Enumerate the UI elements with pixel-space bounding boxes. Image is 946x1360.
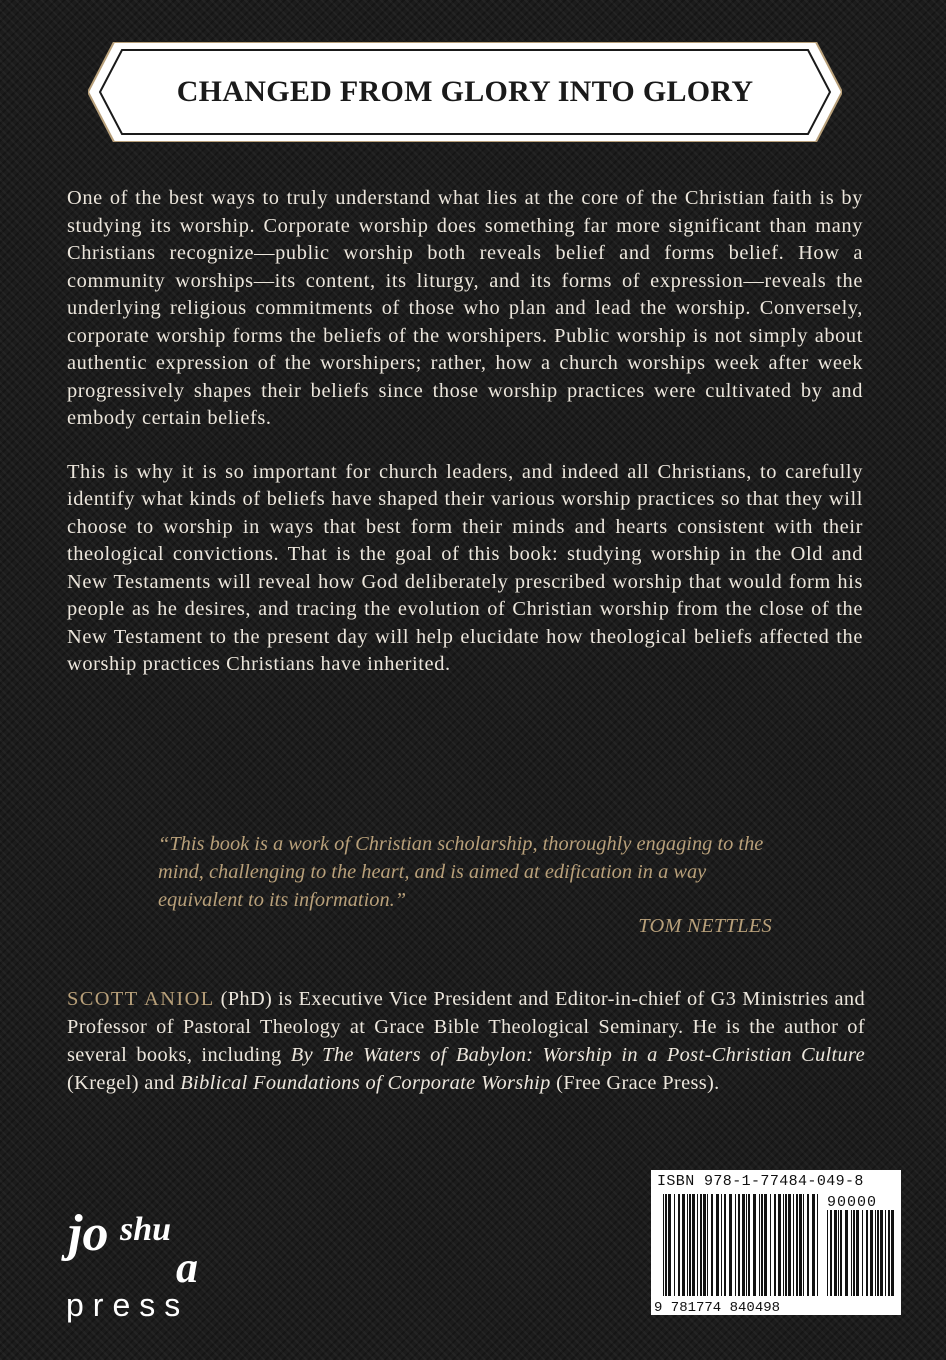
barcode-bar [851, 1210, 852, 1296]
logo-text-a: a [176, 1243, 198, 1292]
barcode-bar [738, 1194, 740, 1296]
barcode-bar [875, 1210, 876, 1296]
barcode-bar [774, 1194, 776, 1296]
barcode-bar [703, 1194, 706, 1296]
logo-text-shu: shu [120, 1211, 172, 1248]
title-banner [88, 42, 842, 142]
barcode-bar [796, 1194, 798, 1296]
barcode-bar [817, 1194, 818, 1296]
logo-mark [58, 1198, 228, 1328]
book-title: CHANGED FROM GLORY INTO GLORY [176, 75, 754, 108]
barcode-bar [689, 1194, 691, 1296]
barcode-bar [845, 1210, 848, 1296]
barcode-bar [759, 1194, 760, 1296]
barcode-bar [888, 1210, 890, 1296]
barcode-bar [700, 1194, 702, 1296]
barcode-bar [682, 1194, 685, 1296]
price-code: 90000 [827, 1194, 878, 1211]
barcode-bar [746, 1194, 747, 1296]
barcode-bar [807, 1194, 809, 1296]
barcode-bar [877, 1210, 879, 1296]
barcode-bar [827, 1210, 828, 1296]
bio-book-title-1: By The Waters of Babylon: Worship in a Post-Christian Culture [290, 1044, 865, 1066]
endorsement-quote: “This book is a work of Christian scholarship, thoroughly engaging to the mind, challenging to the heart, and is aimed at edification in a way equivalent to its information.” [158, 833, 764, 911]
barcode-bar [866, 1210, 868, 1296]
barcode-bar [665, 1194, 667, 1296]
logo-text-jo: jo [68, 1205, 109, 1262]
bio-text-1: (PhD) is Executive Vice President and Editor-in-chief of G3 Ministries and Professor of Pastoral Theology at Grace Bible Theological Seminary. He is the author of several books, including [67, 988, 865, 1066]
barcode-bar [870, 1210, 873, 1296]
barcode-bar [711, 1194, 713, 1296]
bio-text-3: (Free Grace Press). [550, 1072, 720, 1094]
author-bio [67, 985, 865, 1097]
barcode-graphic [651, 1170, 901, 1315]
barcode-bar [788, 1194, 791, 1296]
barcode-bar [803, 1194, 804, 1296]
description-paragraph-2: This is why it is so important for church leaders, and indeed all Christians, to carefully identify what kinds of beliefs have shaped their various worship practices so that they will choose to worship in ways that best form their minds and hearts consistent with their theological convictions. That is the goal of this book: studying worship in the Old and New Testaments will reveal how God deliberately prescribed worship that would form his people as he desires, and tracing the evolution of Christian worship from the close of the New Testament to the present day will help elucidate how theological beliefs affected the worship practices Christians have inherited. [67, 460, 863, 675]
barcode-bar [687, 1194, 688, 1296]
isbn-label: ISBN 978-1-77484-049-8 [657, 1173, 864, 1190]
barcode-bar [880, 1210, 883, 1296]
barcode-bar [799, 1194, 802, 1296]
ean-digits: 9 781774 840498 [654, 1300, 781, 1315]
barcode-bar [668, 1194, 671, 1296]
barcode-bar [785, 1194, 787, 1296]
barcode-bar [840, 1210, 842, 1296]
barcode-bar [761, 1194, 763, 1296]
author-name: SCOTT ANIOL [67, 988, 215, 1010]
barcode-bar [753, 1194, 756, 1296]
barcode-bar [778, 1194, 781, 1296]
barcode-bar [697, 1194, 698, 1296]
barcode-bar [834, 1210, 837, 1296]
barcode-bar [735, 1194, 736, 1296]
barcode-bar [748, 1194, 750, 1296]
barcode-bar [838, 1210, 839, 1296]
barcode-bar [674, 1194, 675, 1296]
barcode-bar [724, 1194, 726, 1296]
logo-text-press: press [66, 1287, 190, 1323]
barcode-bar [793, 1194, 794, 1296]
barcode-bar [692, 1194, 695, 1296]
bio-book-title-2: Biblical Foundations of Corporate Worship [180, 1072, 551, 1094]
barcode-bar [862, 1210, 863, 1296]
bio-text-2: (Kregel) and [67, 1072, 181, 1094]
description [67, 185, 863, 679]
barcode-bar [764, 1194, 767, 1296]
endorsement [158, 830, 772, 938]
barcode-bar [856, 1210, 859, 1296]
barcode-bar [812, 1194, 815, 1296]
barcode-bar [742, 1194, 745, 1296]
barcode-bar [830, 1210, 832, 1296]
barcode-bar [885, 1210, 886, 1296]
barcode-bar [663, 1194, 664, 1296]
barcode-bar [853, 1210, 855, 1296]
barcode-bar [678, 1194, 680, 1296]
barcode-bar [707, 1194, 708, 1296]
barcode-bar [716, 1194, 719, 1296]
barcode-bar [783, 1194, 784, 1296]
barcode-bar [891, 1210, 894, 1296]
isbn-barcode [651, 1170, 901, 1315]
joshua-press-logo [58, 1198, 228, 1328]
barcode-bar [729, 1194, 732, 1296]
description-paragraph-1: One of the best ways to truly understand what lies at the core of the Christian faith is by studying its worship. Corporate worship does something far more significant than many Christians recognize—public worship both reveals belief and forms belief. How a community worships—its content, its liturgy, and its forms of expression—reveals the underlying religious commitments of those who plan and lead the worship. Conversely, corporate worship forms the beliefs of the worshipers. Public worship is not simply about authentic expression of the worshipers; rather, how a church worships week after week progressively shapes their beliefs since those worship practices were cultivated by and embody certain beliefs. [67, 187, 863, 429]
endorsement-author: TOM NETTLES [638, 915, 772, 937]
barcode-bar [770, 1194, 771, 1296]
barcode-bar [721, 1194, 722, 1296]
